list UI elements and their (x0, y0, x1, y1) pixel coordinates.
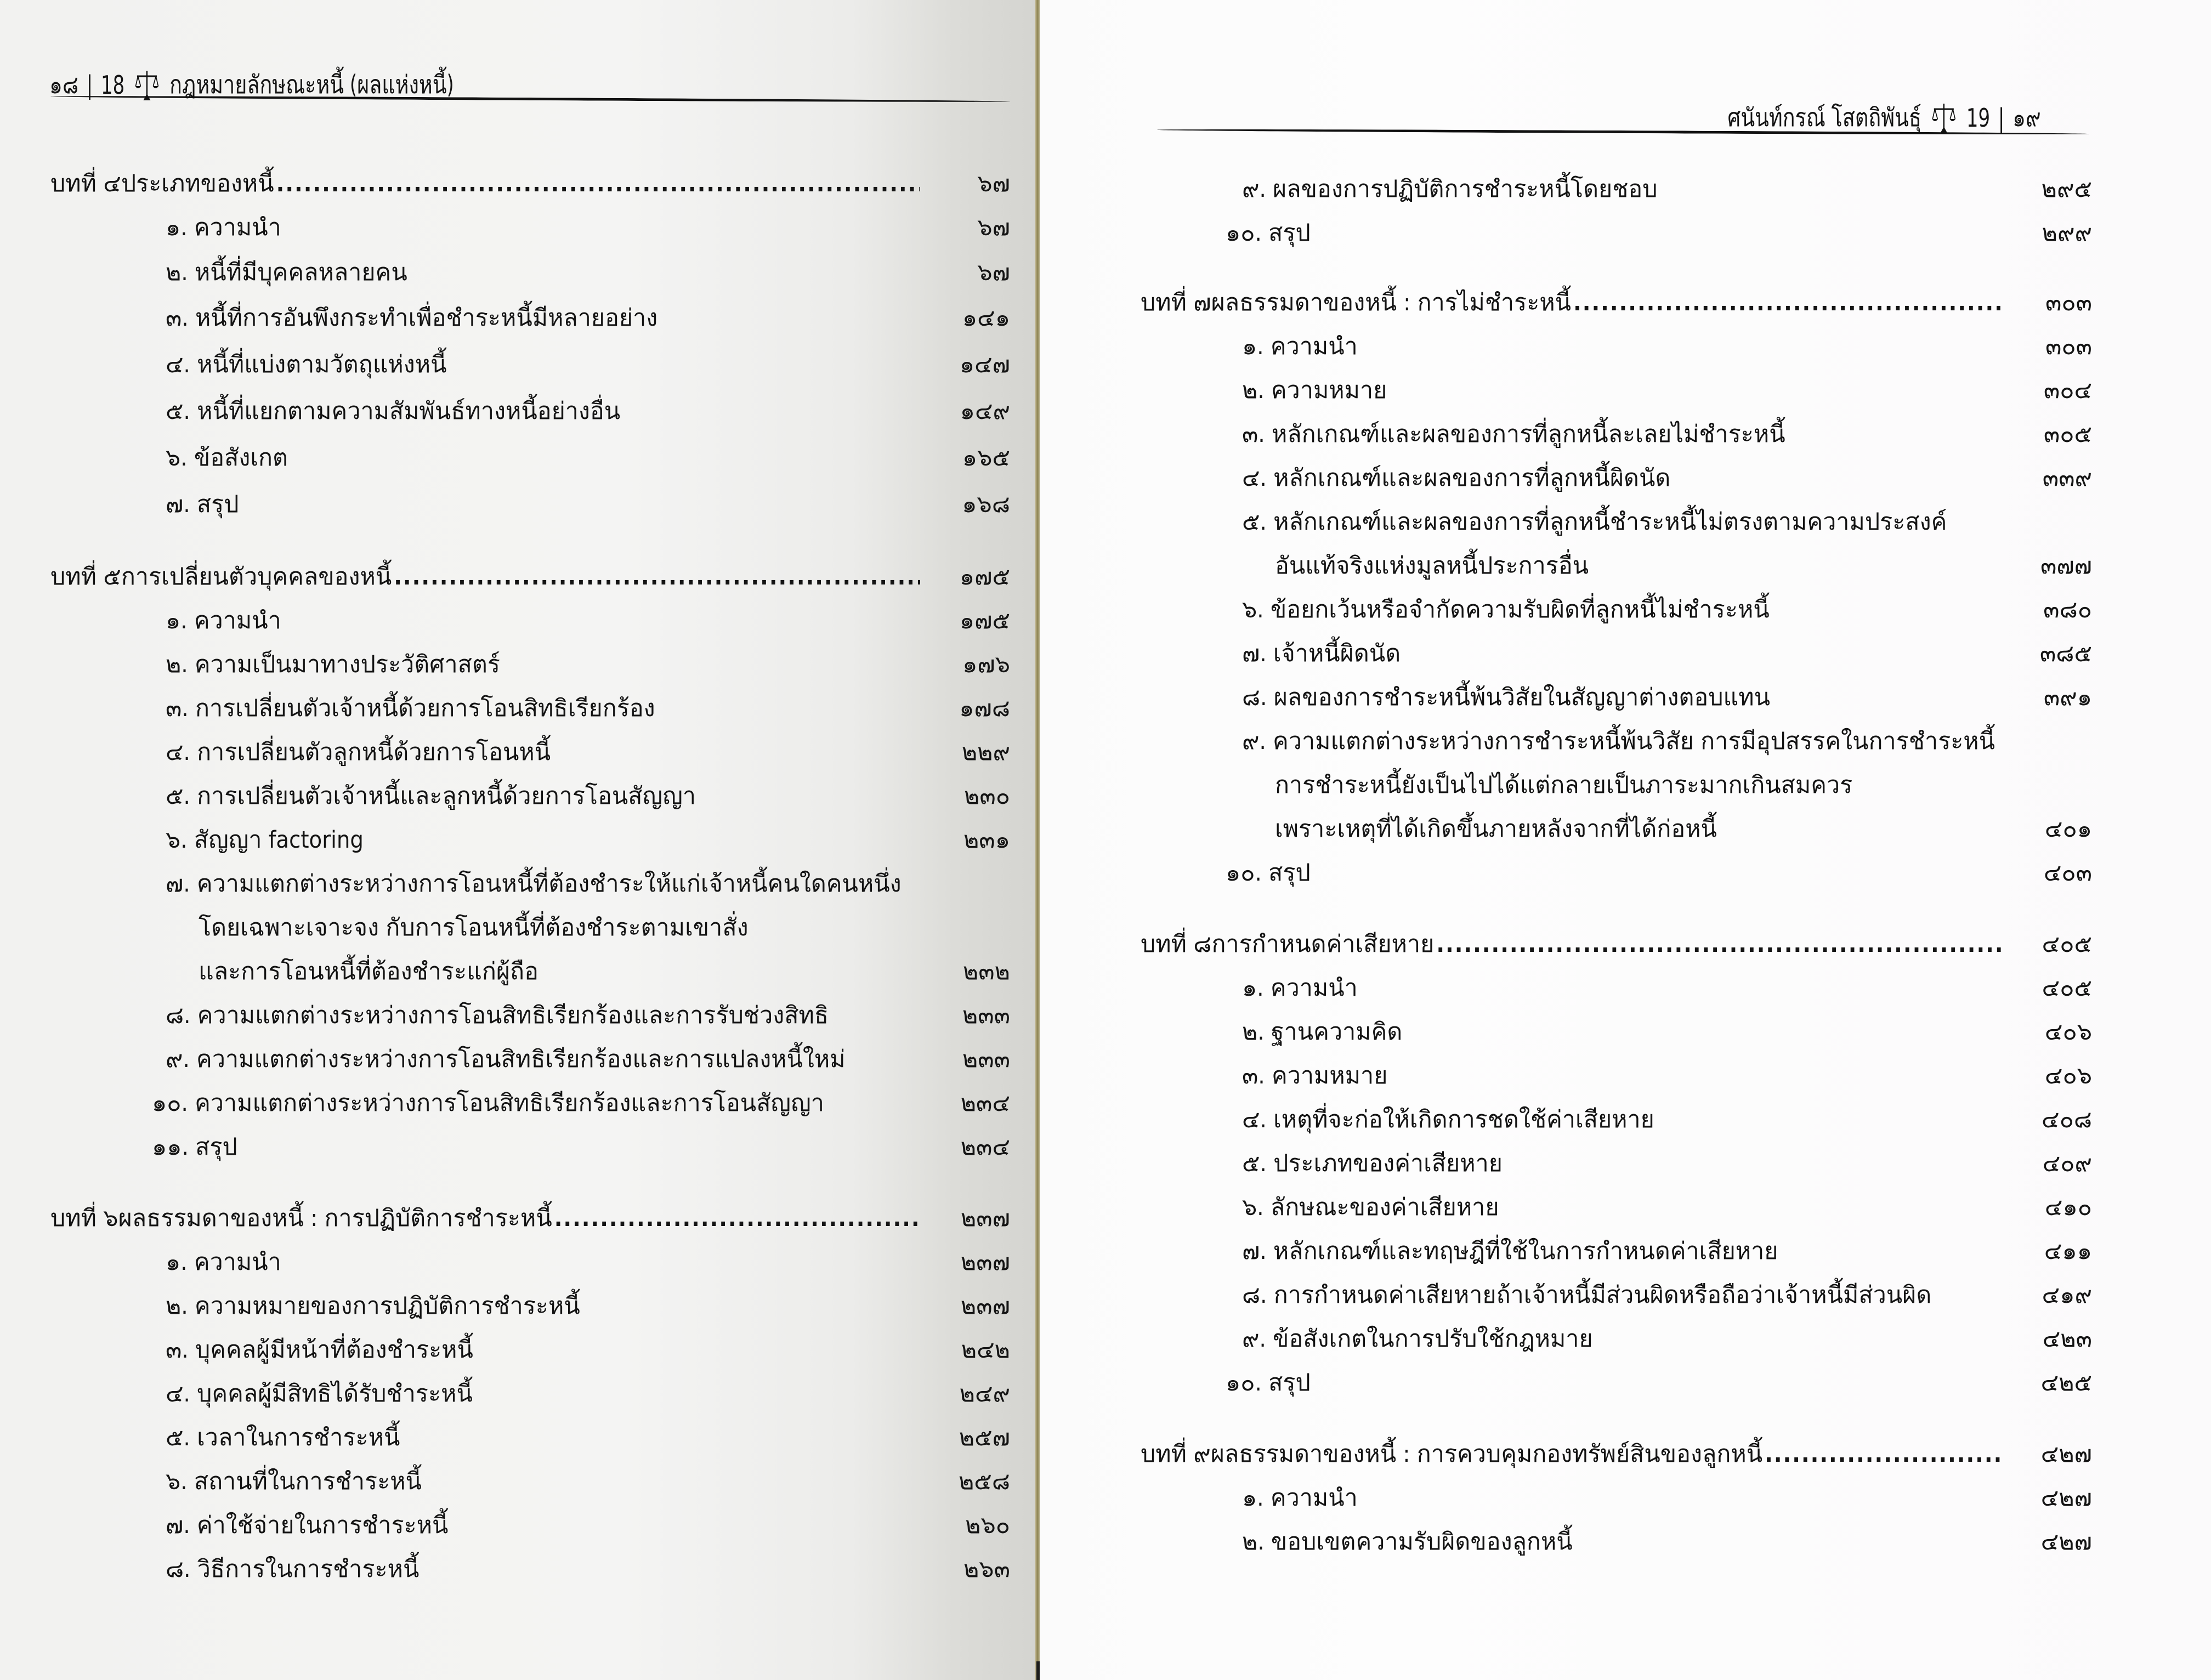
page-number: ๒๒๙ (961, 739, 1010, 766)
chapter-label: บทที่ ๙ (1141, 1440, 1211, 1468)
page-number: ๔๑๐ (2044, 1194, 2092, 1221)
item-title: ๒. ฐานความคิด (1242, 1018, 1403, 1046)
scales-of-justice-icon (1931, 101, 1957, 134)
item-title: ๕. หลักเกณฑ์และผลของการที่ลูกหนี้ชำระหนี้ไม่ตรงตามความประสงค์ (1242, 508, 1947, 536)
page-number: ๔๒๓ (2042, 1325, 2092, 1353)
toc-chapter-entry (1141, 922, 2092, 966)
item-title: ๑๐. ความแตกต่างระหว่างการโอนสิทธิเรียกร้องและการโอนสัญญา (152, 1089, 824, 1117)
page-number: ๔๐๕ (2042, 930, 2092, 958)
item-title: ๖. สัญญา factoring (166, 826, 364, 854)
toc-item-entry (50, 906, 1010, 950)
item-title: ๔. หลักเกณฑ์และผลของการที่ลูกหนี้ผิดนัด (1242, 464, 1671, 492)
page-number: ๒๓๔ (960, 1133, 1010, 1161)
page-number: ๒๓๔ (960, 1089, 1010, 1117)
item-title: เพราะเหตุที่ได้เกิดขึ้นภายหลังจากที่ได้ก่อหนี้ (1275, 815, 1717, 843)
page-number: ๒๔๙ (959, 1380, 1010, 1407)
toc-item-entry (1141, 1010, 2092, 1054)
item-title: ๓. หลักเกณฑ์และผลของการที่ลูกหนี้ละเลยไม่ชำระหนี้ (1242, 421, 1785, 448)
item-title: และการโอนหนี้ที่ต้องชำระแก่ผู้ถือ (199, 958, 538, 985)
page-number: ๒๙๙ (2042, 219, 2092, 247)
item-title: ๑. ความนำ (1242, 333, 1358, 360)
page-number: ๒๖๓ (963, 1556, 1010, 1583)
item-title: ๖. สถานที่ในการชำระหนี้ (166, 1468, 422, 1495)
left-page-number-arabic: 18 (101, 70, 125, 100)
toc-chapter-entry (1141, 281, 2092, 325)
item-title: ๓. ความหมาย (1242, 1062, 1388, 1089)
toc-item-entry (1141, 1054, 2092, 1098)
toc-item-entry (1141, 676, 2092, 719)
toc-item-entry (1141, 1185, 2092, 1229)
item-title: ๗. เจ้าหนี้ผิดนัด (1242, 640, 1401, 667)
toc-item-entry (1141, 544, 2092, 588)
page-number: ๔๐๕ (2042, 974, 2092, 1002)
page-number: ๓๓๙ (2042, 464, 2092, 492)
toc-item-entry (1141, 807, 2092, 851)
item-title: ๑๐. สรุป (1226, 1369, 1311, 1397)
page-number: ๔๑๙ (2042, 1281, 2092, 1309)
item-title: ๔. บุคคลผู้มีสิทธิได้รับชำระหนี้ (166, 1380, 473, 1407)
toc-item-entry (50, 483, 1010, 526)
toc-item-entry (1141, 325, 2092, 368)
item-title: ๒. ความเป็นมาทางประวัติศาสตร์ (166, 651, 500, 678)
chapter-label: บทที่ ๔ (50, 170, 121, 197)
item-title: ๒. หนี้ที่มีบุคคลหลายคน (166, 259, 407, 286)
page-number: ๒๓๗ (960, 1292, 1010, 1320)
page-number: ๔๐๓ (2043, 859, 2092, 887)
toc-item-entry (50, 1503, 1010, 1547)
toc-item-entry (50, 686, 1010, 730)
page-number: ๔๐๖ (2044, 1018, 2092, 1046)
chapter-title: ผลธรรมดาของหนี้ : การควบคุมกองทรัพย์สินของลูกหนี้ (1210, 1440, 1763, 1468)
item-title: ๙. ความแตกต่างระหว่างการชำระหนี้พ้นวิสัย การมีอุปสรรคในการชำระหนี้ (1242, 728, 1995, 755)
chapter-title: การกำหนดค่าเสียหาย (1211, 930, 1435, 958)
item-title: โดยเฉพาะเจาะจง กับการโอนหนี้ที่ต้องชำระตามเขาสั่ง (199, 914, 749, 941)
item-title: ๒. ความหมายของการปฏิบัติการชำระหนี้ (166, 1292, 580, 1320)
toc-chapter-entry (1141, 1432, 2092, 1476)
toc-item-entry (50, 862, 1010, 906)
page-number: ๑๔๙ (960, 398, 1010, 425)
item-title: การชำระหนี้ยังเป็นไปได้แต่กลายเป็นภาระมากเกินสมควร (1275, 771, 1853, 799)
item-title: ๕. ประเภทของค่าเสียหาย (1242, 1150, 1503, 1177)
dot-leader (394, 555, 920, 599)
toc-item-entry (1141, 632, 2092, 676)
item-title: ๔. เหตุที่จะก่อให้เกิดการชดใช้ค่าเสียหาย (1242, 1106, 1654, 1133)
item-title: ๖. ข้อยกเว้นหรือจำกัดความรับผิดที่ลูกหนี้ไม่ชำระหนี้ (1242, 596, 1770, 623)
toc-item-entry (50, 436, 1010, 480)
page-number: ๑๖๘ (962, 491, 1010, 518)
page-number: ๓๘๕ (2039, 640, 2092, 667)
page-number: ๒๓๗ (960, 1205, 1010, 1232)
item-title: ๒. ขอบเขตความรับผิดของลูกหนี้ (1242, 1528, 1573, 1556)
page-number: ๔๒๗ (2040, 1440, 2092, 1468)
page-number: ๒๕๗ (959, 1424, 1010, 1451)
toc-item-entry (1141, 412, 2092, 456)
page-number: ๓๙๑ (2043, 684, 2092, 711)
page-number: ๓๗๗ (2040, 552, 2092, 580)
page-number: ๔๒๗ (2040, 1528, 2092, 1556)
item-title: ๓. หนี้ที่การอันพึงกระทำเพื่อชำระหนี้มีหลายอย่าง (166, 304, 658, 332)
toc-item-entry (1141, 211, 2092, 255)
page-number: ๖๗ (977, 214, 1010, 241)
toc-item-entry (50, 1328, 1010, 1372)
page-number: ๒๓๑ (963, 826, 1010, 854)
item-title: ๙. ความแตกต่างระหว่างการโอนสิทธิเรียกร้องและการแปลงหนี้ใหม่ (166, 1046, 846, 1073)
item-title: ๖. ลักษณะของค่าเสียหาย (1242, 1194, 1499, 1221)
header-separator: | (86, 70, 93, 100)
toc-item-entry (50, 950, 1010, 994)
right-page-number-thai: ๑๙ (2012, 103, 2041, 132)
item-title: ๗. ความแตกต่างระหว่างการโอนหนี้ที่ต้องชำระให้แก่เจ้าหนี้คนใดคนหนึ่ง (166, 870, 902, 898)
item-title: ๓. การเปลี่ยนตัวเจ้าหนี้ด้วยการโอนสิทธิเรียกร้อง (166, 695, 655, 722)
toc-item-entry (1141, 368, 2092, 412)
page-number: ๑๗๕ (959, 563, 1010, 591)
item-title: ๑๑. สรุป (152, 1133, 237, 1161)
toc-item-entry (50, 1284, 1010, 1328)
toc-item-entry (50, 206, 1010, 249)
page-number: ๔๑๑ (2044, 1238, 2092, 1265)
toc-item-entry (50, 730, 1010, 774)
item-title: ๑๐. สรุป (1226, 219, 1311, 247)
toc-item-entry (50, 994, 1010, 1037)
item-title: ๑. ความนำ (1242, 974, 1358, 1002)
dot-leader (1765, 1432, 2002, 1476)
item-title: ๔. การเปลี่ยนตัวลูกหนี้ด้วยการโอนหนี้ (166, 739, 551, 766)
item-title: ๕. หนี้ที่แยกตามความสัมพันธ์ทางหนี้อย่างอื่น (166, 398, 621, 425)
toc-item-entry (1141, 719, 2092, 763)
toc-item-entry (50, 1037, 1010, 1081)
item-title: ๘. ผลของการชำระหนี้พ้นวิสัยในสัญญาต่างตอบแทน (1242, 684, 1770, 711)
toc-item-entry (50, 774, 1010, 818)
page-number: ๒๓๐ (964, 782, 1010, 810)
item-title: ๖. ข้อสังเกต (166, 444, 288, 472)
item-title: ๘. การกำหนดค่าเสียหายถ้าเจ้าหนี้มีส่วนผิดหรือถือว่าเจ้าหนี้มีส่วนผิด (1242, 1281, 1932, 1309)
page-number: ๒๔๒ (961, 1336, 1010, 1364)
chapter-label: บทที่ ๗ (1141, 289, 1211, 316)
right-page-number-arabic: 19 (1966, 103, 1991, 133)
page-number: ๔๒๗ (2040, 1484, 2092, 1512)
toc-chapter-entry (50, 1196, 1010, 1240)
page-number: ๑๗๖ (962, 651, 1010, 678)
toc-item-entry (1141, 167, 2092, 211)
page-number: ๔๐๙ (2042, 1150, 2092, 1177)
toc-item-entry (50, 343, 1010, 387)
page-number: ๑๖๕ (962, 444, 1010, 472)
toc-item-entry (50, 1081, 1010, 1125)
item-title: ๑. ความนำ (1242, 1484, 1358, 1512)
toc-item-entry (50, 1125, 1010, 1169)
toc-item-entry (1141, 1098, 2092, 1142)
item-title: อันแท้จริงแห่งมูลหนี้ประการอื่น (1275, 552, 1589, 580)
page-number: ๔๐๑ (2044, 815, 2092, 843)
toc-item-entry (1141, 456, 2092, 500)
toc-item-entry (1141, 1142, 2092, 1185)
book-title: กฎหมายลักษณะหนี้ (ผลแห่งหนี้) (169, 70, 454, 99)
toc-item-entry (50, 296, 1010, 340)
toc-item-entry (50, 1240, 1010, 1284)
item-title: ๗. ค่าใช้จ่ายในการชำระหนี้ (166, 1512, 449, 1539)
toc-item-entry (50, 1416, 1010, 1460)
page-number: ๑๗๘ (959, 695, 1010, 722)
page-number: ๑๔๑ (962, 304, 1010, 332)
chapter-title: ประเภทของหนี้ (121, 170, 274, 197)
toc-item-entry (1141, 588, 2092, 632)
toc-item-entry (50, 1460, 1010, 1503)
item-title: ๓. บุคคลผู้มีหน้าที่ต้องชำระหนี้ (166, 1336, 473, 1364)
left-page-number-thai: ๑๘ (49, 70, 79, 99)
page-number: ๑๔๗ (959, 351, 1010, 378)
dot-leader (1573, 281, 2002, 325)
page-number: ๖๗ (977, 170, 1010, 197)
page-number: ๑๗๕ (959, 607, 1010, 634)
item-title: ๗. สรุป (166, 491, 239, 518)
left-page (0, 0, 1038, 1680)
page-number: ๒๓๗ (960, 1248, 1010, 1276)
page-number: ๒๕๘ (958, 1468, 1010, 1495)
toc-item-entry (1141, 1520, 2092, 1564)
page-number: ๒๓๒ (962, 958, 1010, 985)
item-title: ๘. ความแตกต่างระหว่างการโอนสิทธิเรียกร้องและการรับช่วงสิทธิ (166, 1002, 829, 1029)
item-title: ๑. ความนำ (166, 214, 281, 241)
chapter-title: ผลธรรมดาของหนี้ : การไม่ชำระหนี้ (1211, 289, 1572, 316)
page-number: ๓๘๐ (2043, 596, 2092, 623)
chapter-title: การเปลี่ยนตัวบุคคลของหนี้ (121, 563, 392, 591)
toc-item-entry (50, 1547, 1010, 1591)
item-title: ๑๐. สรุป (1226, 859, 1311, 887)
item-title: ๕. เวลาในการชำระหนี้ (166, 1424, 400, 1451)
chapter-label: บทที่ ๕ (50, 563, 121, 591)
item-title: ๙. ผลของการปฏิบัติการชำระหนี้โดยชอบ (1242, 175, 1658, 203)
item-title: ๙. ข้อสังเกตในการปรับใช้กฎหมาย (1242, 1325, 1593, 1353)
dot-leader (276, 162, 920, 206)
page-number: ๔๐๘ (2042, 1106, 2092, 1133)
item-title: ๗. หลักเกณฑ์และทฤษฎีที่ใช้ในการกำหนดค่าเสียหาย (1242, 1238, 1778, 1265)
toc-item-entry (1141, 966, 2092, 1010)
toc-chapter-entry (50, 162, 1010, 206)
toc-item-entry (50, 389, 1010, 433)
toc-item-entry (50, 251, 1010, 294)
chapter-label: บทที่ ๘ (1141, 930, 1212, 958)
page-number: ๒๙๕ (2041, 175, 2092, 203)
item-title: ๕. การเปลี่ยนตัวเจ้าหนี้และลูกหนี้ด้วยการโอนสัญญา (166, 782, 696, 810)
toc-item-entry (1141, 851, 2092, 895)
page-number: ๒๓๓ (962, 1046, 1010, 1073)
item-title: ๔. หนี้ที่แบ่งตามวัตถุแห่งหนี้ (166, 351, 447, 378)
toc-item-entry (1141, 1361, 2092, 1405)
page-number: ๓๐๓ (2045, 289, 2092, 316)
item-title: ๘. วิธีการในการชำระหนี้ (166, 1556, 419, 1583)
page-number: ๓๐๔ (2043, 377, 2092, 404)
toc-item-entry (1141, 763, 2092, 807)
dot-leader (554, 1196, 920, 1240)
toc-item-entry (50, 818, 1010, 862)
page-number: ๔๐๖ (2044, 1062, 2092, 1089)
page-number: ๔๒๕ (2040, 1369, 2092, 1397)
page-number: ๖๗ (977, 259, 1010, 286)
author-name: ศนันท์กรณ์ โสตถิพันธุ์ (1727, 103, 1922, 132)
dot-leader (1436, 922, 2002, 966)
chapter-label: บทที่ ๖ (50, 1205, 118, 1232)
toc-item-entry (50, 1372, 1010, 1416)
item-title: ๒. ความหมาย (1242, 377, 1387, 404)
item-title: ๑. ความนำ (166, 607, 281, 634)
page-number: ๒๓๓ (962, 1002, 1010, 1029)
toc-item-entry (50, 643, 1010, 686)
page-number: ๒๖๐ (965, 1512, 1010, 1539)
toc-item-entry (1141, 1273, 2092, 1317)
header-separator: | (1998, 103, 2005, 133)
toc-item-entry (1141, 500, 2092, 544)
page-number: ๓๐๕ (2043, 421, 2092, 448)
toc-item-entry (1141, 1476, 2092, 1520)
toc-item-entry (1141, 1229, 2092, 1273)
page-number: ๓๐๓ (2045, 333, 2092, 360)
toc-item-entry (1141, 1317, 2092, 1361)
toc-item-entry (50, 599, 1010, 643)
item-title: ๑. ความนำ (166, 1248, 281, 1276)
toc-chapter-entry (50, 555, 1010, 599)
chapter-title: ผลธรรมดาของหนี้ : การปฏิบัติการชำระหนี้ (118, 1205, 552, 1232)
